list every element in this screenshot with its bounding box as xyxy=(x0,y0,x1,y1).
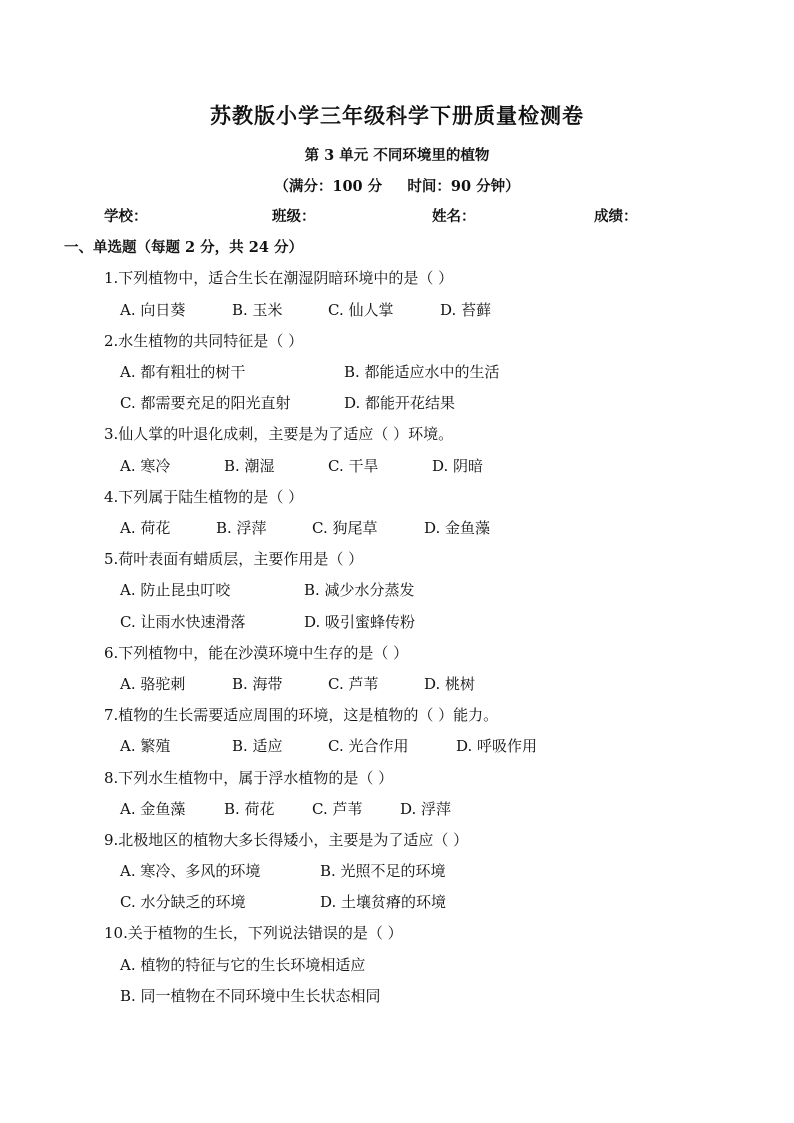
question-option: C. 芦苇 xyxy=(312,800,363,818)
question-option: C. 水分缺乏的环境 xyxy=(120,893,246,911)
question-option: A. 荷花 xyxy=(120,519,171,537)
question-option: D. 苔藓 xyxy=(440,301,492,319)
question-option: C. 芦苇 xyxy=(328,675,379,693)
question-option: D. 金鱼藻 xyxy=(424,519,491,537)
question-option: B. 都能适应水中的生活 xyxy=(344,363,500,381)
section-title: 一、单选题（每题 2 分，共 24 分） xyxy=(64,239,303,256)
question-stem: 8.下列水生植物中，属于浮水植物的是（ ） xyxy=(104,769,394,787)
question-option: B. 浮萍 xyxy=(216,519,267,537)
question-option: A. 都有粗壮的树干 xyxy=(120,363,246,381)
question-option: B. 减少水分蒸发 xyxy=(304,581,415,599)
question-stem: 10.关于植物的生长，下列说法错误的是（ ） xyxy=(104,924,403,942)
question-option: B. 荷花 xyxy=(224,800,275,818)
question-option: C. 都需要充足的阳光直射 xyxy=(120,394,291,412)
score-time-line: （满分：100 分 时间：90 分钟） xyxy=(274,178,520,195)
question-option: A. 金鱼藻 xyxy=(120,800,186,818)
question-option: D. 呼吸作用 xyxy=(456,737,538,755)
question-stem: 2.水生植物的共同特征是（ ） xyxy=(104,332,304,350)
question-option: C. 仙人掌 xyxy=(328,301,394,319)
question-option: C. 干旱 xyxy=(328,457,379,475)
school-field-label: 学校： xyxy=(104,208,148,225)
question-option: C. 让雨水快速滑落 xyxy=(120,613,246,631)
question-option: B. 海带 xyxy=(232,675,283,693)
question-option: B. 潮湿 xyxy=(224,457,275,475)
question-stem: 5.荷叶表面有蜡质层，主要作用是（ ） xyxy=(104,550,364,568)
question-stem: 6.下列植物中，能在沙漠环境中生存的是（ ） xyxy=(104,644,409,662)
question-option: D. 吸引蜜蜂传粉 xyxy=(304,613,416,631)
question-stem: 7.植物的生长需要适应周围的环境，这是植物的（ ）能力。 xyxy=(104,706,499,724)
question-option: A. 骆驼刺 xyxy=(120,675,186,693)
name-field-label: 姓名： xyxy=(432,208,476,225)
question-option: B. 玉米 xyxy=(232,301,283,319)
question-option: A. 寒冷、多风的环境 xyxy=(120,862,261,880)
class-field-label: 班级： xyxy=(272,208,316,225)
question-option: D. 都能开花结果 xyxy=(344,394,456,412)
question-stem: 4.下列属于陆生植物的是（ ） xyxy=(104,488,304,506)
exam-title: 苏教版小学三年级科学下册质量检测卷 xyxy=(210,103,584,128)
question-option: B. 适应 xyxy=(232,737,283,755)
question-option: A. 繁殖 xyxy=(120,737,171,755)
question-stem: 3.仙人掌的叶退化成刺，主要是为了适应（ ）环境。 xyxy=(104,425,454,443)
question-option: D. 土壤贫瘠的环境 xyxy=(320,893,447,911)
question-option: A. 植物的特征与它的生长环境相适应 xyxy=(120,956,366,974)
question-stem: 9.北极地区的植物大多长得矮小，主要是为了适应（ ） xyxy=(104,831,469,849)
question-option: C. 狗尾草 xyxy=(312,519,378,537)
question-option: D. 桃树 xyxy=(424,675,476,693)
question-option: C. 光合作用 xyxy=(328,737,409,755)
question-option: B. 同一植物在不同环境中生长状态相同 xyxy=(120,987,381,1005)
unit-subtitle: 第 3 单元 不同环境里的植物 xyxy=(304,147,490,164)
grade-field-label: 成绩： xyxy=(594,208,638,225)
question-option: A. 向日葵 xyxy=(120,301,186,319)
question-stem: 1.下列植物中，适合生长在潮湿阴暗环境中的是（ ） xyxy=(104,269,454,287)
question-option: D. 阴暗 xyxy=(432,457,484,475)
question-option: A. 防止昆虫叮咬 xyxy=(120,581,231,599)
question-option: B. 光照不足的环境 xyxy=(320,862,446,880)
question-option: D. 浮萍 xyxy=(400,800,452,818)
question-option: A. 寒冷 xyxy=(120,457,171,475)
